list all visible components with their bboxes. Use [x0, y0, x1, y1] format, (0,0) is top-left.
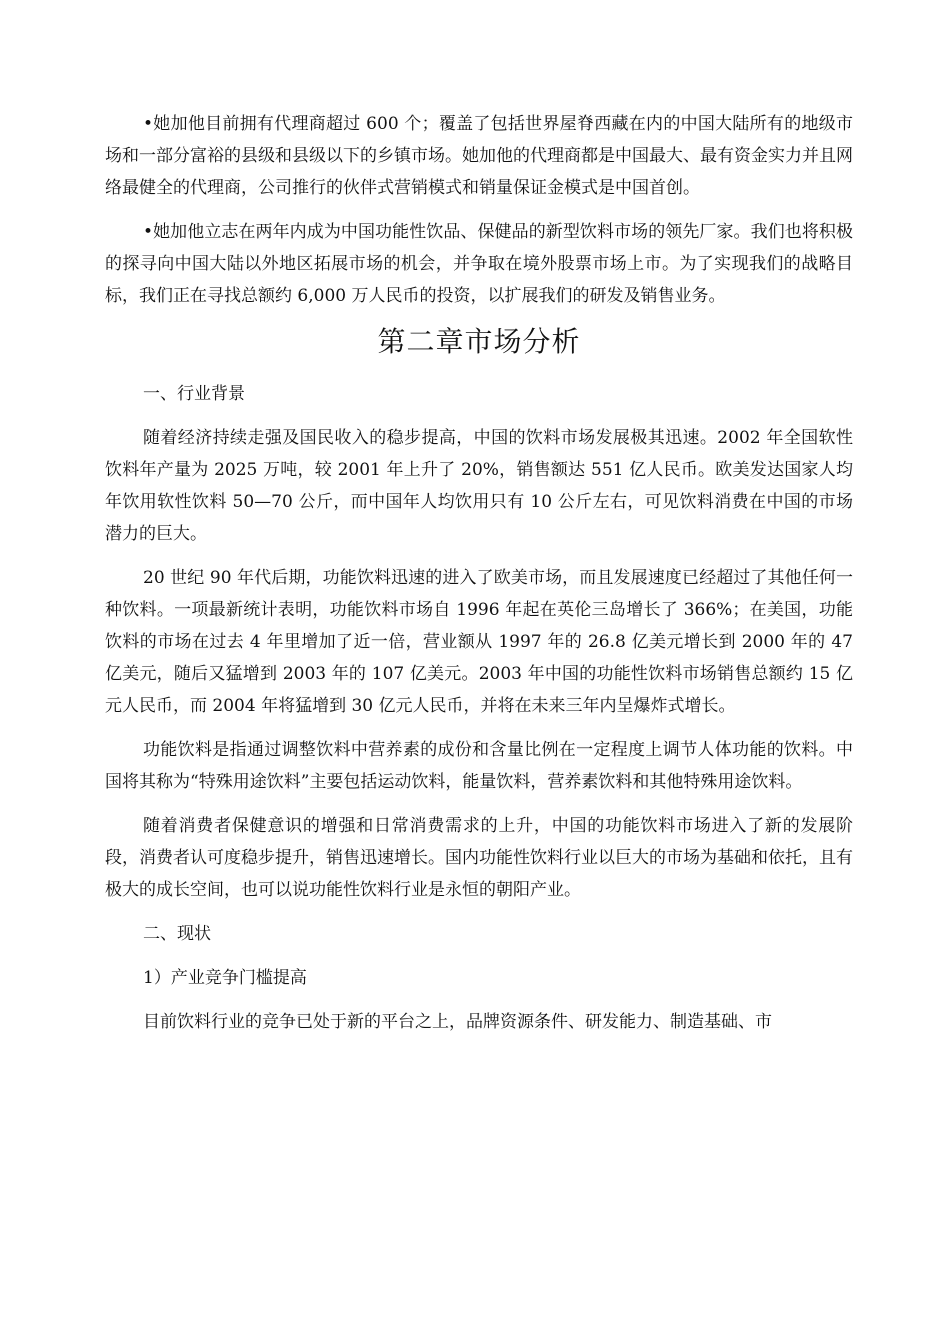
paragraph-competition: 目前饮料行业的竞争已处于新的平台之上，品牌资源条件、研发能力、制造基础、市 — [143, 1012, 772, 1032]
paragraph-consumer-awareness: 随着消费者保健意识的增强和日常消费需求的上升，中国的功能饮料市场进入了新的发展阶段，消费者认可度稳步提升，销售迅速增长。国内功能性饮料行业以巨大的市场为基础和依托，且有极大的成长空间，也可以说功能性饮料行业是永恒的朝阳产业。 — [105, 816, 853, 900]
paragraph-functional-drinks-history: 20 世纪 90 年代后期，功能饮料迅速的进入了欧美市场，而且发展速度已经超过了其他任何一种饮料。一项最新统计表明，功能饮料市场自 1996 年起在英伦三岛增长了 366%；在美国，功能饮料的市场在过去 4 年里增加了近一倍，营业额从 1997 年的 26.8 亿美元增长到 2000 年的 47 亿美元，随后又猛增到 2003 年的 107 亿美元。2003 年中国的功能性饮料市场销售总额约 15 亿元人民币，而 2004 年将猛增到 30 亿元人民币，并将在未来三年内呈爆炸式增长。 — [105, 568, 853, 716]
chapter-title: 第二章市场分析 — [377, 325, 581, 358]
section-heading-industry-background: 一、行业背景 — [143, 384, 245, 404]
paragraph-goals: •她加他立志在两年内成为中国功能性饮品、保健品的新型饮料市场的领先厂家。我们也将积极的探寻向中国大陆以外地区拓展市场的机会，并争取在境外股票市场上市。为了实现我们的战略目标，我们正在寻找总额约 6,000 万人民币的投资，以扩展我们的研发及销售业务。 — [105, 222, 853, 306]
paragraph-functional-drinks-definition: 功能饮料是指通过调整饮料中营养素的成份和含量比例在一定程度上调节人体功能的饮料。中国将其称为“特殊用途饮料”主要包括运动饮料，能量饮料，营养素饮料和其他特殊用途饮料。 — [105, 740, 853, 792]
paragraph-market-growth: 随着经济持续走强及国民收入的稳步提高，中国的饮料市场发展极其迅速。2002 年全国软性饮料年产量为 2025 万吨，较 2001 年上升了 20%，销售额达 551 亿人民币。欧美发达国家人均年饮用软性饮料 50—70 公斤，而中国年人均饮用只有 10 公斤左右，可见饮料消费在中国的市场潜力的巨大。 — [105, 428, 853, 544]
document-page — [105, 108, 853, 1038]
paragraph-agents: •她加他目前拥有代理商超过 600 个；覆盖了包括世界屋脊西藏在内的中国大陆所有的地级市场和一部分富裕的县级和县级以下的乡镇市场。她加他的代理商都是中国最大、最有资金实力并且网络最健全的代理商，公司推行的伙伴式营销模式和销量保证金模式是中国首创。 — [105, 114, 853, 198]
section-heading-current-status: 二、现状 — [143, 924, 211, 944]
subheading-competition-threshold: 1）产业竞争门槛提高 — [143, 968, 307, 988]
